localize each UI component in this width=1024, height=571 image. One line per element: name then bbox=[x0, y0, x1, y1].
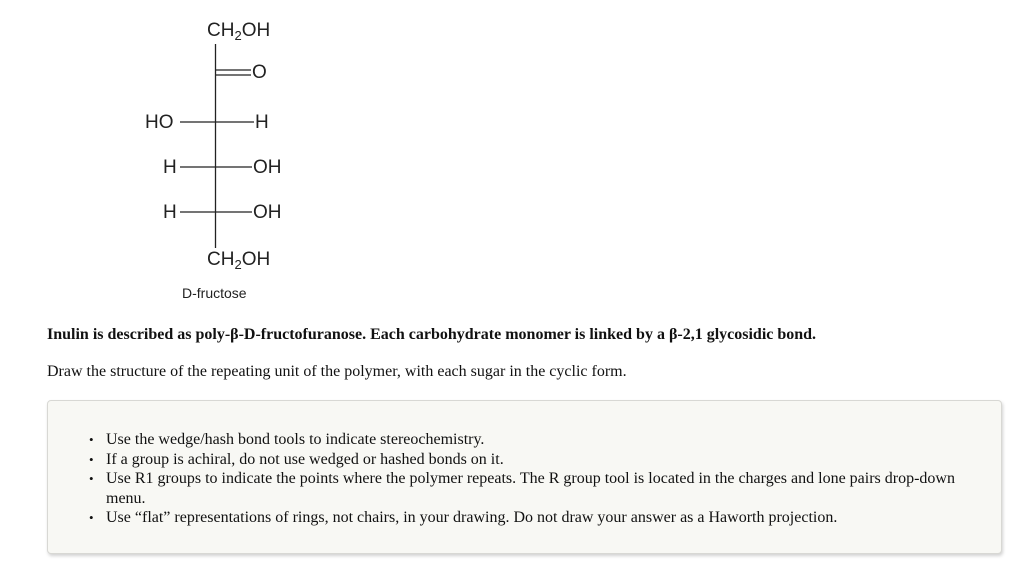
row2-left-label: H bbox=[163, 157, 177, 178]
bullet-icon: • bbox=[89, 471, 94, 486]
hint-text: Use “flat” representations of rings, not chairs, in your drawing. Do not draw your answer as a Haworth projection. bbox=[106, 509, 838, 526]
hints-panel bbox=[47, 400, 1002, 554]
hint-text: Use the wedge/hash bond tools to indicate stereochemistry. bbox=[106, 431, 485, 448]
carbonyl-oxygen-label: O bbox=[252, 62, 267, 83]
row3-left-label: H bbox=[163, 202, 177, 223]
hint-item bbox=[89, 469, 986, 508]
row1-right-label: H bbox=[255, 112, 269, 133]
row1-left-label: HO bbox=[145, 112, 174, 133]
hint-text: If a group is achiral, do not use wedged or hashed bonds on it. bbox=[106, 450, 504, 468]
row3-right-label: OH bbox=[253, 202, 282, 223]
question-instruction: Draw the structure of the repeating unit of the polymer, with each sugar in the cyclic form. bbox=[47, 363, 627, 380]
bottom-ch2oh-label: $CH_2OH$ bbox=[207, 249, 271, 272]
fischer-projection bbox=[0, 0, 320, 310]
hint-item bbox=[89, 450, 986, 470]
bullet-icon: • bbox=[89, 510, 94, 525]
bullet-icon: • bbox=[89, 451, 94, 467]
hints-list bbox=[89, 430, 986, 528]
bullet-icon: • bbox=[89, 432, 94, 447]
top-ch2oh-label: $CH_2OH$ bbox=[207, 20, 271, 43]
fischer-bonds bbox=[0, 0, 320, 310]
figure-caption: D-fructose bbox=[182, 285, 247, 301]
hint-item bbox=[89, 508, 986, 528]
question-statement: Inulin is described as poly-β-D-fructofuranose. Each carbohydrate monomer is linked by a β-2,1 glycosidic bond. bbox=[47, 326, 817, 343]
hint-item bbox=[89, 430, 986, 450]
hint-text: Use R1 groups to indicate the points where the polymer repeats. The R group tool is located in the charges and lone pairs drop-down menu. bbox=[106, 470, 955, 507]
row2-right-label: OH bbox=[253, 157, 282, 178]
